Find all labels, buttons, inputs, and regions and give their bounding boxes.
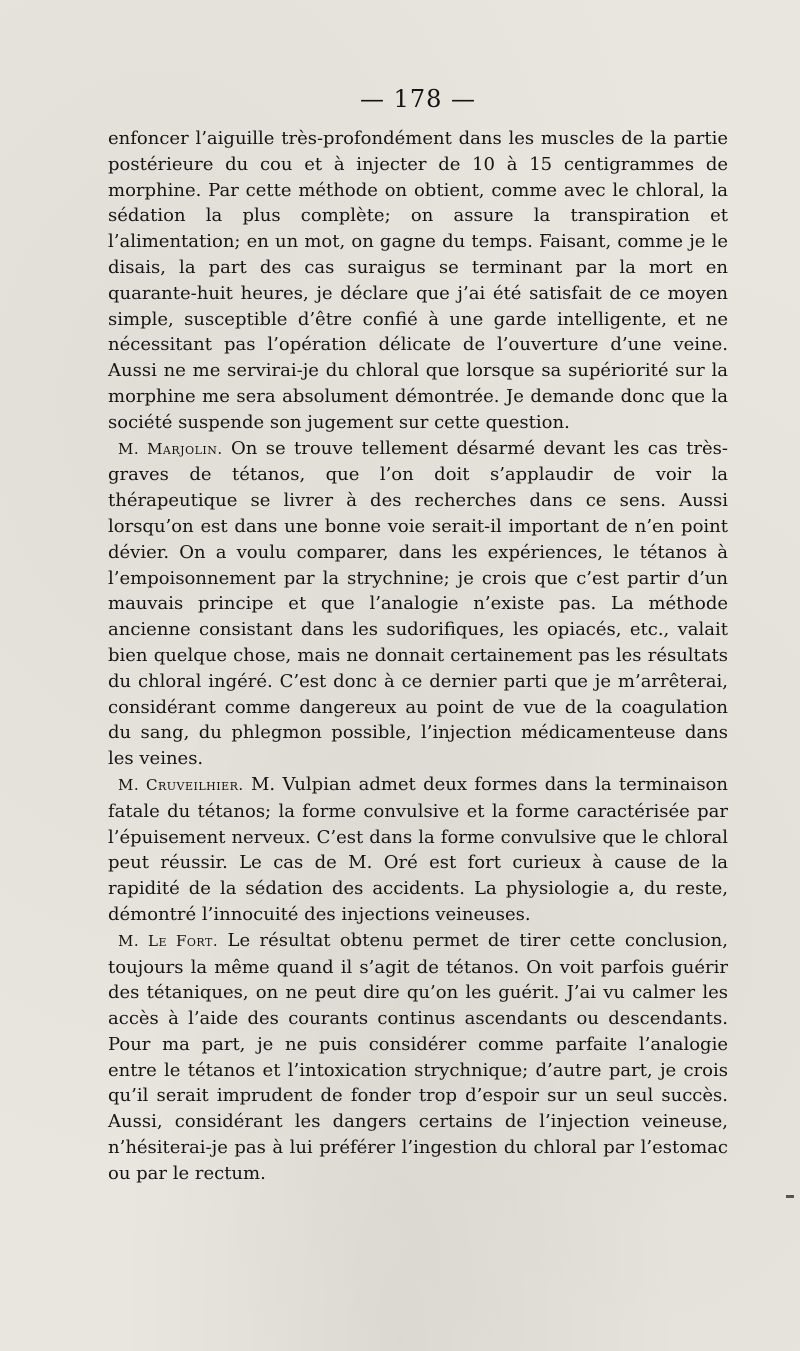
paragraph-le-fort <box>108 928 728 1187</box>
speaker-name: M. Marjolin. <box>118 439 223 458</box>
page-number: — 178 — <box>359 85 477 113</box>
paragraph-text: On se trouve tellement désarmé devant les cas très-graves de tétanos, que l’on doit s’applaudir de voir la thérapeutique se livrer à des recherches dans ce sens. Aussi lorsqu’on est dans une bonne voie serait-il important de n’en point dévier. On a voulu comparer, dans les expériences, le tétanos à l’empoisonnement par la strychnine; je crois que c’est partir d’un mauvais principe et que l’analogie n’existe pas. La méthode ancienne consistant dans les sudorifiques, les opiacés, etc., valait bien quelque chose, mais ne donnait certainement pas les résultats du chloral ingéré. C’est donc à ce dernier parti que je m’arrêterai, considérant comme dangereux au point de vue de la coagulation du sang, du phlegmon possible, l’injection médicamenteuse dans les veines. <box>108 437 728 770</box>
speaker-name: M. Le Fort. <box>118 931 219 950</box>
paragraph-morphine-method <box>108 126 728 436</box>
paragraph-text: enfoncer l’aiguille très-profondément dans les muscles de la partie postérieure du cou et à injecter de 10 à 15 centigrammes de morphine. Par cette méthode on obtient, comme avec le chloral, la sédation la plus complète; on assure la transpiration et l’alimentation; en un mot, on gagne du temps. Faisant, comme je le disais, la part des cas suraigus se terminant par la mort en quarante-huit heures, je déclare que j’ai été satisfait de ce moyen simple, susceptible d’être confié à une garde intelligente, et ne nécessitant pas l’opération délicate de l’ouverture d’une veine. Aussi ne me servirai-je du chloral que lorsque sa supériorité sur la morphine me sera absolument démontrée. Je demande donc que la société suspende son jugement sur cette question. <box>108 128 728 433</box>
page-edge-mark <box>786 1195 794 1198</box>
paragraph-cruveilhier <box>108 772 728 928</box>
paragraph-marjolin <box>108 436 728 772</box>
paragraph-text: M. Vulpian admet deux formes dans la terminaison fatale du tétanos; la forme convulsive et la forme caractérisée par l’épuisement nerveux. C’est dans la forme convulsive que le chloral peut réussir. Le cas de M. Oré est fort curieux à cause de la rapidité de la sédation des accidents. La physiologie a, du reste, démontré l’innocuité des injections veineuses. <box>108 773 728 925</box>
speaker-name: M. Cruveilhier. <box>118 775 244 794</box>
book-page <box>108 84 728 1187</box>
paragraph-text: Le résultat obtenu permet de tirer cette conclusion, toujours la même quand il s’agit de tétanos. On voit parfois guérir des tétaniques, on ne peut dire qu’on les guérit. J’ai vu calmer les accès à l’aide des courants continus ascendants ou descendants. Pour ma part, je ne puis considérer comme parfaite l’analogie entre le tétanos et l’intoxication strychnique; d’autre part, je crois qu’il serait imprudent de fonder trop d’espoir sur un seul succès. Aussi, considérant les dangers certains de l’injection veineuse, n’hésiterai-je pas à lui préférer l’ingestion du chloral par l’estomac ou par le rectum. <box>108 929 728 1184</box>
